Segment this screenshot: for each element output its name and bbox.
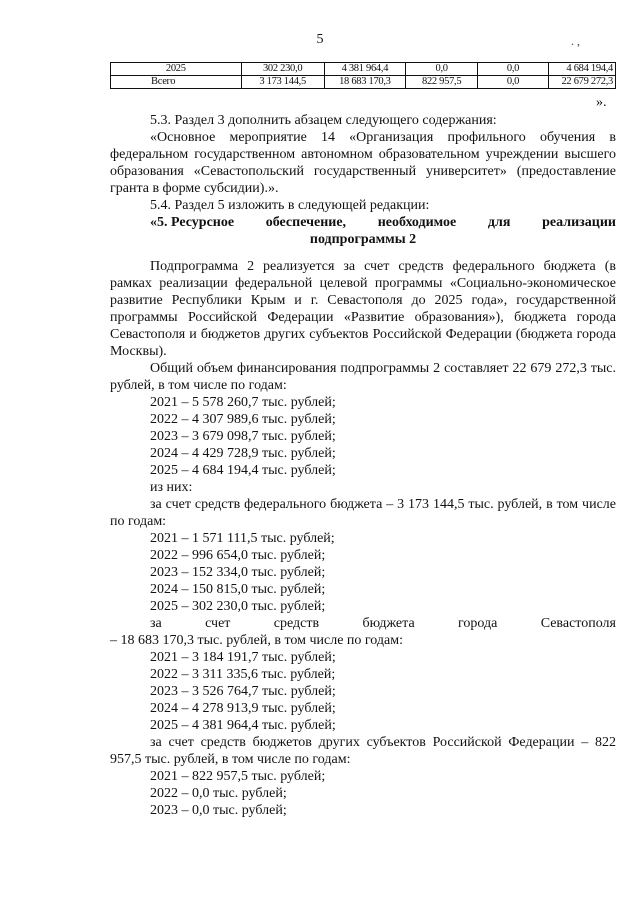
year-item: 2022 – 3 311 335,6 тыс. рублей; xyxy=(150,667,336,682)
year-item: 2021 – 5 578 260,7 тыс. рублей; xyxy=(150,395,336,410)
year-item: 2024 – 150 815,0 тыс. рублей; xyxy=(150,582,326,597)
table-cell: 822 957,5 xyxy=(406,76,478,89)
section-heading-line2: подпрограммы 2 xyxy=(309,232,417,247)
table-cell: 0,0 xyxy=(478,63,549,76)
table-row xyxy=(111,76,616,89)
city-word: города xyxy=(458,616,498,631)
table-cell: Всего xyxy=(111,76,242,89)
year-item: 2021 – 822 957,5 тыс. рублей; xyxy=(150,769,326,784)
table-cell: 3 173 144,5 xyxy=(241,76,324,89)
city-funding-text: – 18 683 170,3 тыс. рублей, в том числе по годам: xyxy=(110,633,403,648)
document-body xyxy=(110,112,616,819)
closing-quote: ». xyxy=(596,95,607,110)
year-item: 2024 – 4 429 728,9 тыс. рублей; xyxy=(150,446,336,461)
page-number: 5 xyxy=(316,32,324,47)
table-row xyxy=(111,63,616,76)
year-item: 2025 – 4 684 194,4 тыс. рублей; xyxy=(150,463,336,478)
year-item: 2023 – 152 334,0 тыс. рублей; xyxy=(150,565,326,580)
heading-word: реализации xyxy=(542,215,616,230)
section-5-4-intro: 5.4. Раздел 5 изложить в следующей редакции: xyxy=(150,198,430,213)
table-cell: 0,0 xyxy=(406,63,478,76)
total-funding-text: Общий объем финансирования подпрограммы 2 составляет 22 679 272,3 тыс. рублей, в том числе по годам: xyxy=(110,361,616,393)
table-cell: 18 683 170,3 xyxy=(324,76,405,89)
heading-word: необходимое xyxy=(377,215,457,230)
year-item: 2025 – 4 381 964,4 тыс. рублей; xyxy=(150,718,336,733)
city-word: средств xyxy=(273,616,320,631)
year-item: 2025 – 302 230,0 тыс. рублей; xyxy=(150,599,326,614)
year-item: 2023 – 3 679 098,7 тыс. рублей; xyxy=(150,429,336,444)
section-heading xyxy=(110,214,616,231)
table-cell: 4 381 964,4 xyxy=(324,63,405,76)
year-item: 2023 – 0,0 тыс. рублей; xyxy=(150,803,287,818)
city-word: бюджета xyxy=(362,616,415,631)
budget-table xyxy=(110,62,616,89)
regions-funding-text: за счет средств бюджетов других субъектов Российской Федерации – 822 957,5 тыс. рублей, в том числе по годам: xyxy=(110,735,616,767)
year-item: 2024 – 4 278 913,9 тыс. рублей; xyxy=(150,701,336,716)
funding-paragraph: Подпрограмма 2 реализуется за счет средств федерального бюджета (в рамках реализации федеральной целевой программы «Социально-экономическое развитие Республики Крым и г. Севастополя до 2025 года», государственной программы Российской Федерации «Развитие образования»), бюджета города Севастополя и бюджетов других субъектов Российской Федерации (бюджета города Москвы). xyxy=(110,259,616,359)
year-item: 2022 – 4 307 989,6 тыс. рублей; xyxy=(150,412,336,427)
city-word: Севастополя xyxy=(540,616,616,631)
year-item: 2023 – 3 526 764,7 тыс. рублей; xyxy=(150,684,336,699)
table-cell: 0,0 xyxy=(478,76,549,89)
table-cell: 302 230,0 xyxy=(241,63,324,76)
heading-word: для xyxy=(487,215,511,230)
table-cell: 4 684 194,4 xyxy=(548,63,615,76)
table-cell: 22 679 272,3 xyxy=(548,76,615,89)
city-word: счет xyxy=(205,616,231,631)
scan-mark: . , xyxy=(571,34,580,48)
year-item: 2022 – 0,0 тыс. рублей; xyxy=(150,786,287,801)
year-item: 2021 – 3 184 191,7 тыс. рублей; xyxy=(150,650,336,665)
section-5-3-intro: 5.3. Раздел 3 дополнить абзацем следующего содержания: xyxy=(150,113,497,128)
year-item: 2021 – 1 571 111,5 тыс. рублей; xyxy=(150,531,335,546)
section-5-3-text: «Основное мероприятие 14 «Организация профильного обучения в федеральном государственном автономном образовательном учреждении высшего образования «Севастопольский государственный университет» (предоставление гранта в форме субсидии).». xyxy=(110,130,616,196)
federal-funding-text: за счет средств федерального бюджета – 3 173 144,5 тыс. рублей, в том числе по годам: xyxy=(110,497,616,529)
table-cell: 2025 xyxy=(111,63,242,76)
city-funding-line xyxy=(110,615,616,632)
of-them-label: из них: xyxy=(150,480,193,495)
heading-word: «5. Ресурсное xyxy=(150,215,235,230)
heading-word: обеспечение, xyxy=(265,215,347,230)
year-item: 2022 – 996 654,0 тыс. рублей; xyxy=(150,548,326,563)
city-word: за xyxy=(150,616,162,631)
